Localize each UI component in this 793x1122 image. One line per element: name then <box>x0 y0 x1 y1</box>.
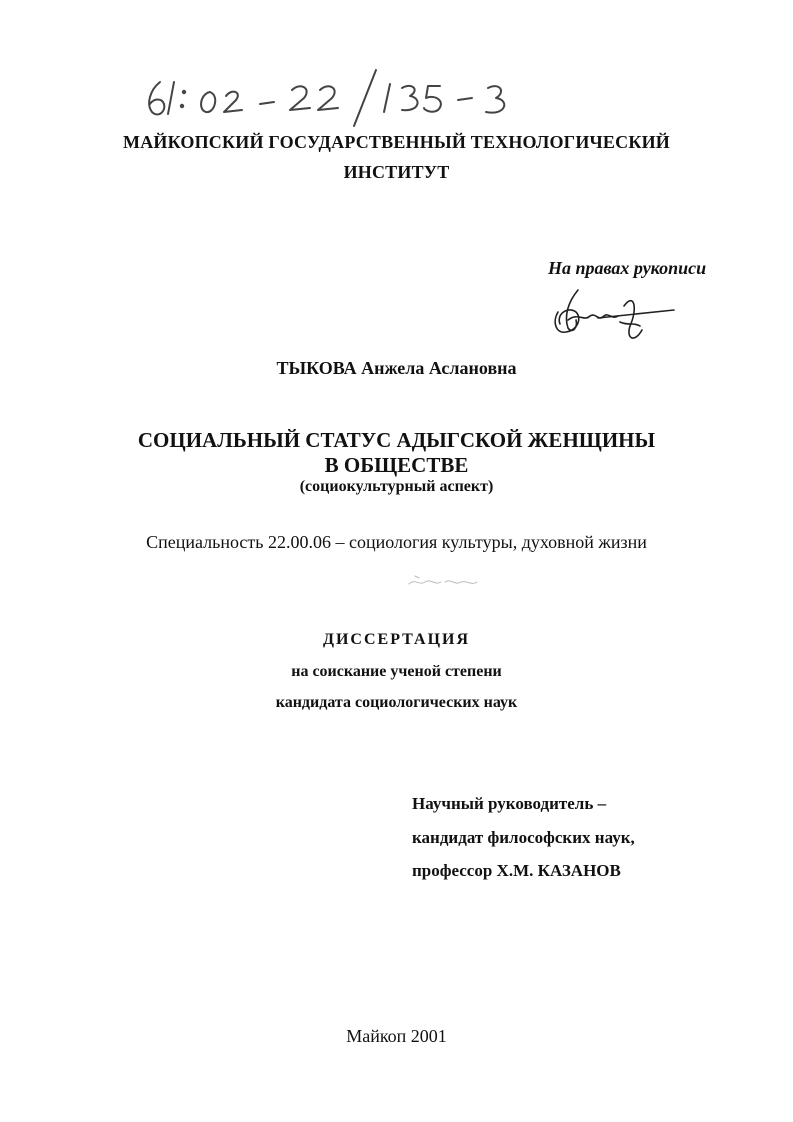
author-given-name: Анжела Аслановна <box>361 358 517 378</box>
supervisor-line-3: профессор Х.М. КАЗАНОВ <box>412 861 621 880</box>
dissertation-subtitle: (социокультурный аспект) <box>299 478 494 495</box>
author-signature <box>538 282 678 352</box>
institute-name-line-1: МАЙКОПСКИЙ ГОСУДАРСТВЕННЫЙ ТЕХНОЛОГИЧЕСКИЙ <box>123 132 670 152</box>
faint-stamp-mark <box>405 572 495 592</box>
author-surname: ТЫКОВА <box>276 358 357 378</box>
dissertation-title-line-2: В ОБЩЕСТВЕ <box>324 453 469 477</box>
supervisor-line-1: Научный руководитель – <box>412 794 607 813</box>
supervisor-line-2: кандидат философских наук, <box>412 828 635 847</box>
degree-line-1: на соискание ученой степени <box>291 663 502 680</box>
specialty-line: Специальность 22.00.06 – социология культуры, духовной жизни <box>146 532 647 552</box>
degree-line-2: кандидата социологических наук <box>275 694 518 711</box>
dissertation-label: ДИССЕРТАЦИЯ <box>322 631 471 648</box>
dissertation-title-line-1: СОЦИАЛЬНЫЙ СТАТУС АДЫГСКОЙ ЖЕНЩИНЫ <box>137 428 656 452</box>
manuscript-rights-note: На правах рукописи <box>548 258 707 278</box>
handwritten-archive-number <box>140 60 540 130</box>
handwritten-number-text: 61: 02-22/135-3 <box>140 60 147 61</box>
city-year: Майкоп 2001 <box>346 1026 447 1046</box>
institute-name-line-2: ИНСТИТУТ <box>343 162 450 182</box>
author-name <box>0 358 793 379</box>
